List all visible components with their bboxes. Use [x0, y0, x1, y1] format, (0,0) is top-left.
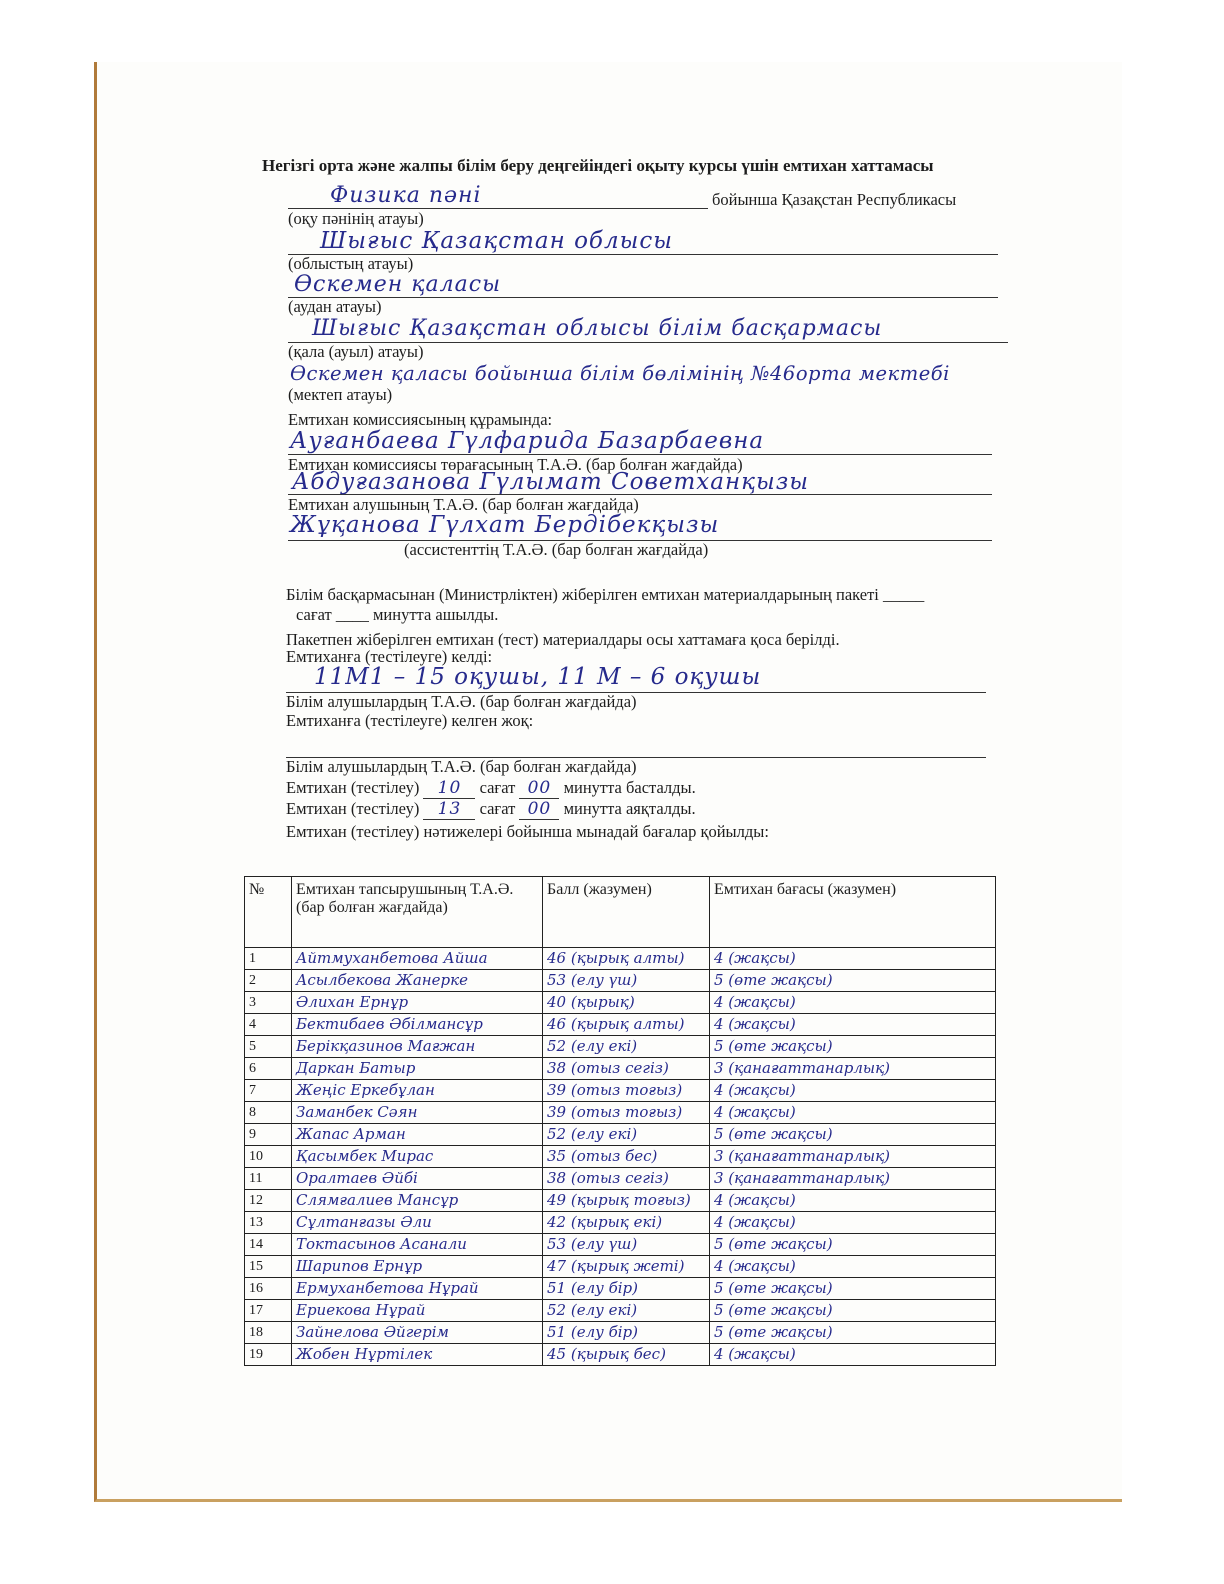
district-underline: [288, 297, 998, 298]
score-text: 38 (отыз сегіз): [543, 1058, 710, 1080]
chair-value: Ауғанбаева Гүлфарида Базарбаевна: [290, 428, 765, 454]
row-number: 9: [245, 1124, 292, 1146]
student-name: Берікқазинов Мағжан: [292, 1036, 543, 1058]
score-text: 46 (қырық алты): [543, 1014, 710, 1036]
package-line2: сағат ____ минутта ашылды.: [296, 605, 499, 624]
start-hour: 10: [423, 778, 475, 799]
assistant-value: Жұқанова Гүлхат Бердібекқызы: [290, 512, 720, 538]
grade-text: 3 (қанағаттанарлық): [710, 1146, 996, 1168]
row-number: 17: [245, 1300, 292, 1322]
header-grade: Емтихан бағасы (жазумен): [710, 877, 996, 948]
end-line: [286, 799, 696, 820]
table-row: [245, 948, 996, 970]
results-intro: Емтихан (тестілеу) нәтижелері бойынша мынадай бағалар қойылды:: [286, 822, 769, 841]
score-text: 52 (елу екі): [543, 1300, 710, 1322]
end-min: 00: [519, 799, 559, 820]
commission-label: Емтихан комиссиясының құрамында:: [288, 410, 553, 429]
grade-text: 4 (жақсы): [710, 1102, 996, 1124]
grade-text: 5 (өте жақсы): [710, 1036, 996, 1058]
table-row: [245, 992, 996, 1014]
student-name: Слямғалиев Мансұр: [292, 1190, 543, 1212]
header-name: Емтихан тапсырушының Т.А.Ә. (бар болған жағдайда): [292, 877, 543, 948]
score-text: 42 (қырық екі): [543, 1212, 710, 1234]
grade-text: 4 (жақсы): [710, 1190, 996, 1212]
district-caption: (аудан атауы): [288, 297, 382, 316]
header-score: Балл (жазумен): [543, 877, 710, 948]
grade-text: 4 (жақсы): [710, 1256, 996, 1278]
score-text: 49 (қырық тоғыз): [543, 1190, 710, 1212]
attached-note: Пакетпен жіберілген емтихан (тест) материалдары осы хаттамаға қоса берілді.: [286, 630, 840, 649]
score-text: 53 (елу үш): [543, 1234, 710, 1256]
table-row: [245, 1168, 996, 1190]
score-text: 40 (қырық): [543, 992, 710, 1014]
table-row: [245, 1278, 996, 1300]
grade-text: 4 (жақсы): [710, 1344, 996, 1366]
grade-text: 5 (өте жақсы): [710, 1278, 996, 1300]
table-row: [245, 1080, 996, 1102]
grade-text: 5 (өте жақсы): [710, 1322, 996, 1344]
grade-text: 5 (өте жақсы): [710, 970, 996, 992]
table-row: [245, 1300, 996, 1322]
student-name: Айтмуханбетова Айша: [292, 948, 543, 970]
score-text: 47 (қырық жеті): [543, 1256, 710, 1278]
subject-value: Физика пәні: [330, 183, 482, 208]
start-mid: сағат: [479, 778, 516, 797]
row-number: 19: [245, 1344, 292, 1366]
table-row: [245, 1212, 996, 1234]
examiner-value: Абдуғазанова Гүлымат Советханқызы: [292, 469, 810, 495]
subject-caption: (оқу пәнінің атауы): [288, 209, 424, 228]
arrived-value: 11М1 – 15 оқушы, 11 М – 6 оқушы: [314, 664, 762, 690]
grade-text: 5 (өте жақсы): [710, 1300, 996, 1322]
table-row: [245, 1146, 996, 1168]
student-name: Сұлтанғазы Әли: [292, 1212, 543, 1234]
grade-text: 4 (жақсы): [710, 992, 996, 1014]
row-number: 12: [245, 1190, 292, 1212]
row-number: 4: [245, 1014, 292, 1036]
student-name: Әлихан Ернұр: [292, 992, 543, 1014]
table-row: [245, 1256, 996, 1278]
row-number: 5: [245, 1036, 292, 1058]
table-row: [245, 1014, 996, 1036]
row-number: 15: [245, 1256, 292, 1278]
row-number: 7: [245, 1080, 292, 1102]
assistant-caption: (ассистенттің Т.А.Ә. (бар болған жағдайда): [404, 540, 709, 559]
score-text: 52 (елу екі): [543, 1036, 710, 1058]
score-text: 53 (елу үш): [543, 970, 710, 992]
student-name: Қасымбек Мирас: [292, 1146, 543, 1168]
end-prefix: Емтихан (тестілеу): [286, 799, 420, 818]
grade-text: 4 (жақсы): [710, 1212, 996, 1234]
student-name: Бектибаев Әбілмансұр: [292, 1014, 543, 1036]
table-row: [245, 1124, 996, 1146]
grade-text: 4 (жақсы): [710, 948, 996, 970]
table-header-row: [245, 877, 996, 948]
city-caption: (қала (ауыл) атауы): [288, 342, 424, 361]
row-number: 13: [245, 1212, 292, 1234]
school-value: Өскемен қаласы бойынша білім бөлімінің №46орта мектебі: [290, 362, 950, 385]
end-hour: 13: [423, 799, 475, 820]
grade-text: 5 (өте жақсы): [710, 1234, 996, 1256]
score-text: 39 (отыз тоғыз): [543, 1080, 710, 1102]
row-number: 8: [245, 1102, 292, 1124]
package-line1: Білім басқармасынан (Министрліктен) жіберілген емтихан материалдарының пакеті _____: [286, 585, 925, 604]
grade-text: 4 (жақсы): [710, 1014, 996, 1036]
score-text: 39 (отыз тоғыз): [543, 1102, 710, 1124]
grade-text: 5 (өте жақсы): [710, 1124, 996, 1146]
table-row: [245, 970, 996, 992]
region-caption: (облыстың атауы): [288, 254, 414, 273]
end-suffix: минутта аяқталды.: [563, 799, 696, 818]
city-value: Шығыс Қазақстан облысы білім басқармасы: [312, 316, 883, 341]
start-min: 00: [519, 778, 559, 799]
student-name: Ериекова Нұрай: [292, 1300, 543, 1322]
results-table: [244, 876, 996, 1366]
student-name: Токтасынов Асанали: [292, 1234, 543, 1256]
absent-caption: Білім алушылардың Т.А.Ә. (бар болған жағдайда): [286, 757, 637, 776]
examiner-caption: Емтихан алушының Т.А.Ә. (бар болған жағдайда): [288, 495, 639, 514]
row-number: 1: [245, 948, 292, 970]
grade-text: 4 (жақсы): [710, 1080, 996, 1102]
row-number: 16: [245, 1278, 292, 1300]
start-prefix: Емтихан (тестілеу): [286, 778, 420, 797]
header-number: №: [245, 877, 292, 948]
grade-text: 3 (қанағаттанарлық): [710, 1058, 996, 1080]
school-caption: (мектеп атауы): [288, 385, 393, 404]
score-text: 35 (отыз бес): [543, 1146, 710, 1168]
region-value: Шығыс Қазақстан облысы: [320, 228, 673, 254]
arrived-caption: Білім алушылардың Т.А.Ә. (бар болған жағдайда): [286, 692, 637, 711]
score-text: 38 (отыз сегіз): [543, 1168, 710, 1190]
student-name: Зайнелова Әйгерім: [292, 1322, 543, 1344]
start-suffix: минутта басталды.: [563, 778, 696, 797]
table-row: [245, 1344, 996, 1366]
student-name: Оралтаев Әйбі: [292, 1168, 543, 1190]
score-text: 45 (қырық бес): [543, 1344, 710, 1366]
grade-text: 3 (қанағаттанарлық): [710, 1168, 996, 1190]
table-row: [245, 1058, 996, 1080]
row-number: 10: [245, 1146, 292, 1168]
chair-caption: Емтихан комиссиясы төрағасының Т.А.Ә. (бар болған жағдайда): [288, 455, 743, 474]
student-name: Асылбекова Жанерке: [292, 970, 543, 992]
student-name: Заманбек Сәян: [292, 1102, 543, 1124]
row-number: 18: [245, 1322, 292, 1344]
score-text: 52 (елу екі): [543, 1124, 710, 1146]
row-number: 3: [245, 992, 292, 1014]
table-row: [245, 1190, 996, 1212]
row-number: 6: [245, 1058, 292, 1080]
district-value: Өскемен қаласы: [294, 272, 502, 297]
arrived-label: Емтиханға (тестілеуге) келді:: [286, 647, 493, 666]
score-text: 51 (елу бір): [543, 1278, 710, 1300]
student-name: Жеңіс Еркебұлан: [292, 1080, 543, 1102]
table-row: [245, 1102, 996, 1124]
table-row: [245, 1036, 996, 1058]
absent-label: Емтиханға (тестілеуге) келген жоқ:: [286, 711, 534, 730]
subject-suffix: бойынша Қазақстан Республикасы: [712, 190, 957, 209]
score-text: 51 (елу бір): [543, 1322, 710, 1344]
end-mid: сағат: [479, 799, 516, 818]
student-name: Даркан Батыр: [292, 1058, 543, 1080]
score-text: 46 (қырық алты): [543, 948, 710, 970]
row-number: 2: [245, 970, 292, 992]
row-number: 11: [245, 1168, 292, 1190]
start-line: [286, 778, 696, 799]
table-row: [245, 1322, 996, 1344]
row-number: 14: [245, 1234, 292, 1256]
student-name: Жобен Нұртілек: [292, 1344, 543, 1366]
student-name: Жапас Арман: [292, 1124, 543, 1146]
student-name: Ермуханбетова Нұрай: [292, 1278, 543, 1300]
page-title: Негізгі орта және жалпы білім беру деңгейіндегі оқыту курсы үшін емтихан хаттамасы: [262, 156, 934, 175]
student-name: Шарипов Ернұр: [292, 1256, 543, 1278]
table-row: [245, 1234, 996, 1256]
